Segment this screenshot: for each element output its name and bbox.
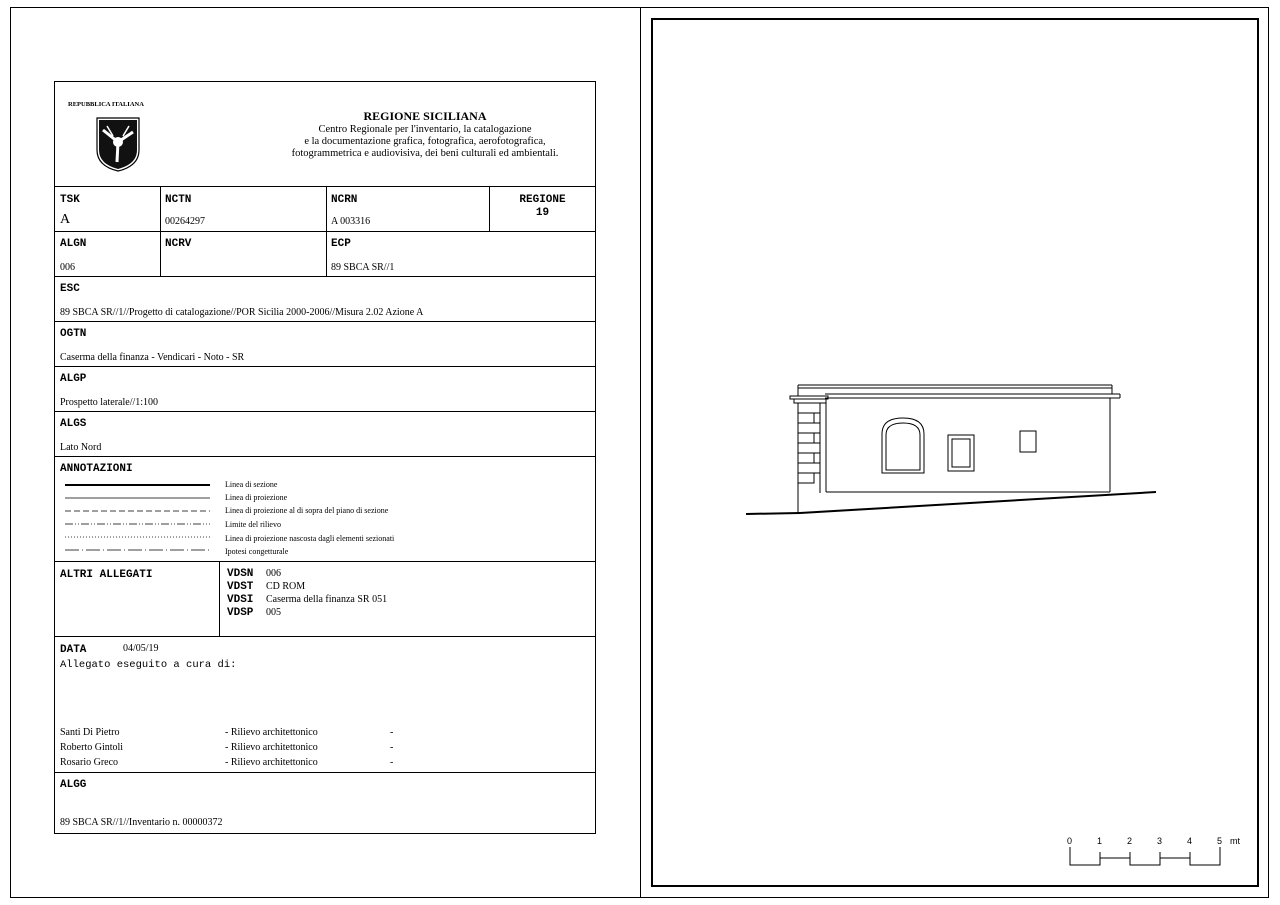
altri-allegati-label: ALTRI ALLEGATI (60, 569, 153, 581)
ncrv-label: NCRV (165, 238, 192, 250)
algn-label: ALGN (60, 238, 87, 250)
institution-line-2: e la documentazione grafica, fotografica, aerofotografica, (304, 136, 546, 147)
legend-nascosta: Linea di proiezione nascosta dagli elementi sezionati (225, 534, 395, 543)
algs-label: ALGS (60, 418, 87, 430)
building-elevation-drawing (740, 380, 1160, 520)
vdst-key: VDST (227, 581, 254, 593)
vdsn-value: 006 (266, 568, 281, 579)
person-1-role: - Rilievo architettonico (225, 727, 318, 738)
vdst-value: CD ROM (266, 581, 306, 592)
ecp-label: ECP (331, 238, 351, 250)
sicily-emblem-icon (95, 116, 141, 172)
legend-sezione: Linea di sezione (225, 480, 278, 489)
algn-value: 006 (60, 262, 75, 273)
scale-tick-3: 3 (1157, 836, 1163, 846)
republic-label: REPUBBLICA ITALIANA (68, 101, 144, 108)
ecp-value: 89 SBCA SR//1 (331, 262, 395, 273)
vdsn-key: VDSN (227, 568, 254, 580)
scale-tick-4: 4 (1187, 836, 1193, 846)
person-1-extra: - (390, 727, 394, 738)
scale-tick-1: 1 (1097, 836, 1103, 846)
algp-value: Prospetto laterale//1:100 (60, 397, 159, 408)
vdsp-value: 005 (266, 607, 281, 618)
person-3-role: - Rilievo architettonico (225, 757, 318, 768)
person-2-role: - Rilievo architettonico (225, 742, 318, 753)
regione-value: 19 (535, 207, 550, 219)
legend-ipotesi: Ipotesi congetturale (225, 547, 289, 556)
tsk-value: A (60, 212, 71, 227)
data-date: 04/05/19 (123, 643, 159, 654)
legend-proiezione-sopra: Linea di proiezione al di sopra del piano di sezione (225, 506, 389, 515)
nctn-value: 00264297 (165, 216, 205, 227)
annotazioni-label: ANNOTAZIONI (60, 463, 133, 475)
scale-tick-0: 0 (1067, 836, 1073, 846)
vdsp-key: VDSP (227, 607, 254, 619)
legend-proiezione: Linea di proiezione (225, 493, 288, 502)
legend-limite: Limite del rilievo (225, 520, 281, 529)
algp-label: ALGP (60, 373, 87, 385)
tsk-label: TSK (60, 194, 80, 206)
ogtn-value: Caserma della finanza - Vendicari - Noto - SR (60, 352, 245, 363)
person-1-name: Santi Di Pietro (60, 727, 120, 738)
institution-line-1: Centro Regionale per l'inventario, la catalogazione (318, 124, 532, 135)
line-legend-samples (65, 480, 211, 556)
data-label: DATA (60, 644, 87, 656)
vdsi-value: Caserma della finanza SR 051 (266, 594, 388, 605)
scale-unit: mt (1230, 836, 1240, 846)
scale-tick-2: 2 (1127, 836, 1133, 846)
institution-line-3: fotogrammetrica e audiovisiva, dei beni culturali ed ambientali. (291, 148, 559, 159)
ogtn-label: OGTN (60, 328, 87, 340)
catalogue-card (54, 81, 596, 834)
person-3-name: Rosario Greco (60, 757, 119, 768)
person-2-extra: - (390, 742, 394, 753)
esc-value: 89 SBCA SR//1//Progetto di catalogazione//POR Sicilia 2000-2006//Misura 2.02 Azione A (60, 307, 424, 318)
ncrn-label: NCRN (331, 194, 358, 206)
region-title: REGIONE SICILIANA (363, 109, 487, 123)
algs-value: Lato Nord (60, 442, 102, 453)
algg-label: ALGG (60, 779, 87, 791)
ncrn-value: A 003316 (331, 216, 371, 227)
esc-label: ESC (60, 283, 80, 295)
scale-tick-5: 5 (1217, 836, 1223, 846)
person-2-name: Roberto Gintoli (60, 742, 124, 753)
regione-label: REGIONE (519, 194, 566, 206)
person-3-extra: - (390, 757, 394, 768)
nctn-label: NCTN (165, 194, 192, 206)
algg-value: 89 SBCA SR//1//Inventario n. 00000372 (60, 817, 223, 828)
allegato-note: Allegato eseguito a cura di: (60, 659, 237, 671)
vdsi-key: VDSI (227, 594, 254, 606)
sheet-divider (640, 7, 641, 898)
